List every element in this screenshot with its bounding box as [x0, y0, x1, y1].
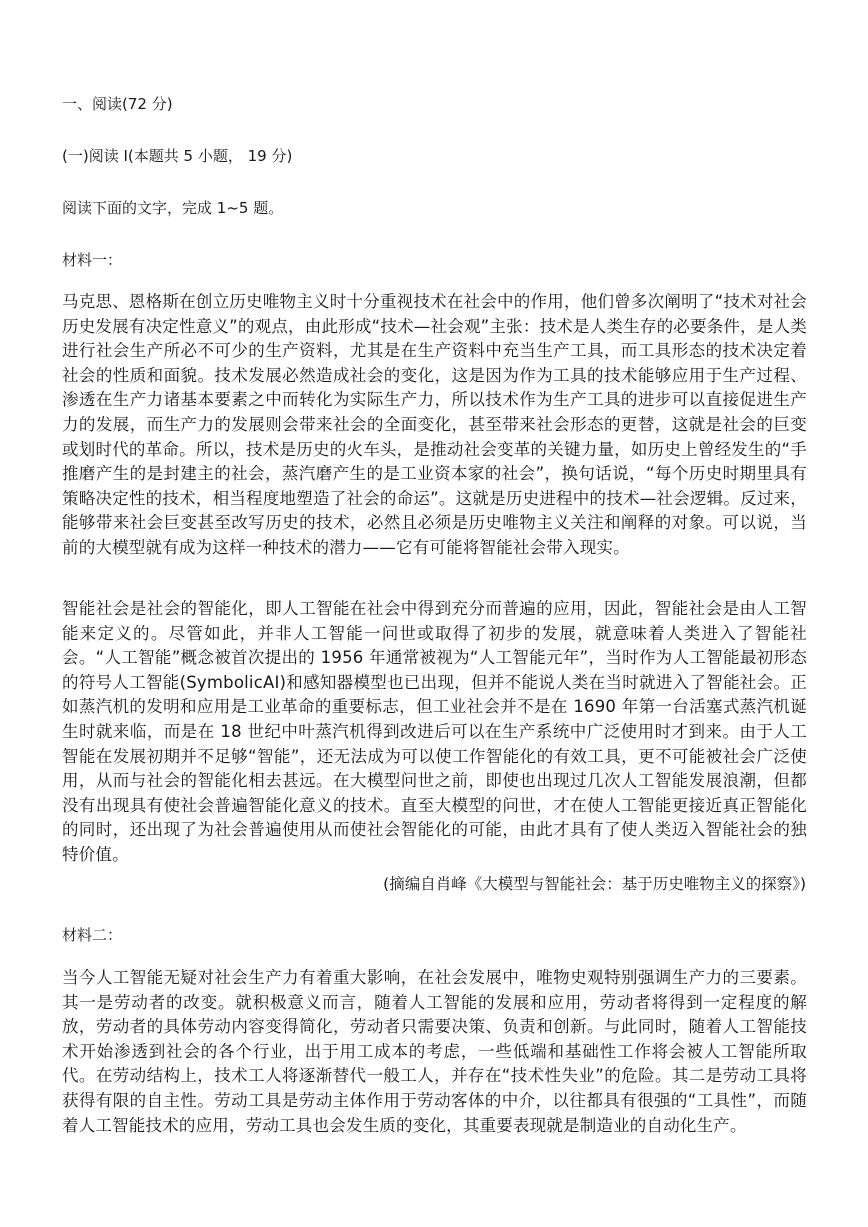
- material1-label: 材料一：: [62, 251, 123, 269]
- material2-paragraph-1: 当今人工智能无疑对社会生产力有着重大影响，在社会发展中，唯物史观特别强调生产力的三要素。其一是劳动者的改变。就积极意义而言，随着人工智能的发展和应用，劳动者将得到一定程度的解放，劳动者的具体劳动内容变得简化，劳动者只需要决策、负责和创新。与此同时，随着人工智能技术开始渗透到社会的各个行业，出于用工成本的考虑，一些低端和基础性工作将会被人工智能所取代。在劳动结构上，技术工人将逐渐替代一般工人，并存在“技术性失业”的危险。其二是劳动工具将获得有限的自主性。劳动工具是劳动主体作用于劳动客体的中介，以往都具有很强的“工具性”，而随着人工智能技术的应用，劳动工具也会发生质的变化，其重要表现就是制造业的自动化生产。: [62, 968, 807, 1135]
- material2-label: 材料二：: [62, 926, 123, 944]
- section-title: 一、阅读(72 分): [62, 95, 173, 113]
- material1-paragraph-2: 智能社会是社会的智能化，即人工智能在社会中得到充分而普遍的应用，因此，智能社会是由人工智能来定义的。尽管如此，并非人工智能一问世或取得了初步的发展，就意味着人类进入了智能社会。“人工智能”概念被首次提出的 1956 年通常被视为“人工智能元年”，当时作为人工智能最初形态的符号人工智能(SymbolicAI)和感知器模型也已出现，但并不能说人类在当时就进入了智能社会。正如蒸汽机的发明和应用是工业革命的重要标志，但工业社会并不是在 1690 年第一台活塞式蒸汽机诞生时就来临，而是在 18 世纪中叶蒸汽机得到改进后可以在生产系统中广泛使用时才到来。由于人工智能在发展初期并不足够“智能”，还无法成为可以使工作智能化的有效工具，更不可能被社会广泛使用，从而与社会的智能化相去甚远。在大模型问世之前，即使也出现过几次人工智能发展浪潮，但都没有出现具有使社会普遍智能化意义的技术。直至大模型的问世，才在使人工智能更接近真正智能化的同时，还出现了为社会普遍使用从而使社会智能化的可能，由此才具有了使人类迈入智能社会的独特价值。: [62, 599, 807, 864]
- material1-source: (摘编自肖峰《大模型与智能社会：基于历史唯物主义的探察》): [383, 875, 806, 893]
- subsection-title: (一)阅读 I(本题共 5 小题， 19 分): [62, 147, 293, 165]
- material1-paragraph-1: 马克思、恩格斯在创立历史唯物主义时十分重视技术在社会中的作用，他们曾多次阐明了“技术对社会历史发展有决定性意义”的观点，由此形成“技术—社会观”主张：技术是人类生存的必要条件，是人类进行社会生产所必不可少的生产资料，尤其是在生产资料中充当生产工具，而工具形态的技术决定着社会的性质和面貌。技术发展必然造成社会的变化，这是因为作为工具的技术能够应用于生产过程、渗透在生产力诸基本要素之中而转化为实际生产力，所以技术作为生产工具的进步可以直接促进生产力的发展，而生产力的发展则会带来社会的全面变化，甚至带来社会形态的更替，这就是社会的巨变或划时代的革命。所以，技术是历史的火车头，是推动社会变革的关键力量，如历史上曾经发生的“手推磨产生的是封建主的社会，蒸汽磨产生的是工业资本家的社会”，换句话说，“每个历史时期里具有策略决定性的技术，相当程度地塑造了社会的命运”。这就是历史进程中的技术—社会逻辑。反过来，能够带来社会巨变甚至改写历史的技术，必然且必须是历史唯物主义关注和阐释的对象。可以说，当前的大模型就有成为这样一种技术的潜力——它有可能将智能社会带入现实。: [62, 292, 807, 557]
- instruction-text: 阅读下面的文字，完成 1~5 题。: [62, 199, 284, 217]
